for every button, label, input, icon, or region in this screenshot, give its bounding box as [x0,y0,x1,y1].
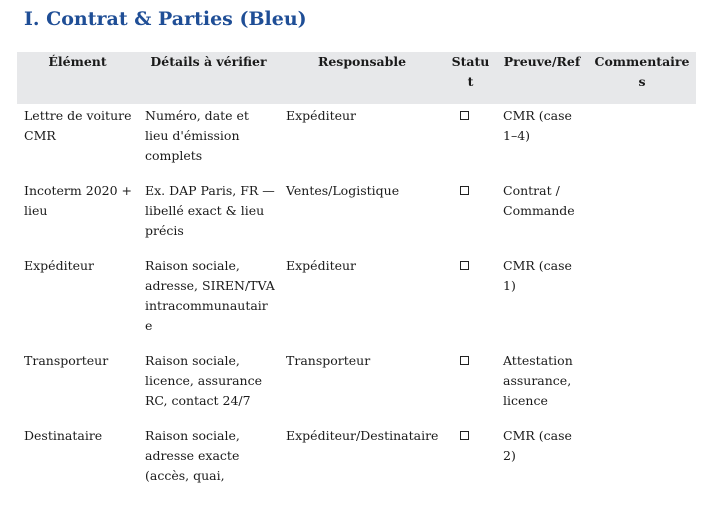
column-header-element: Élément [48,54,107,69]
cell-responsable: Expéditeur/Destinataire [286,428,439,443]
cell-statut [445,179,496,254]
cell-responsable: Transporteur [286,353,371,368]
checklist-table [17,52,696,499]
cell-details: Raison sociale, adresse exacte (accès, quai, [145,428,240,483]
cell-responsable: Expéditeur [286,108,357,123]
column-header-preuve: Preuve/Ref [503,54,581,69]
cell-commentaire[interactable] [588,254,696,349]
table-row [17,179,696,254]
section-title: I. Contrat & Parties (Bleu) [24,8,307,30]
table-header-row [17,52,696,104]
cell-preuve: Attestation assurance, licence [503,353,573,408]
cell-statut [445,104,496,179]
column-header-commentaires: Commentaires [594,54,690,89]
cell-element: Lettre de voiture CMR [24,108,132,143]
cell-details: Ex. DAP Paris, FR — libellé exact & lieu précis [145,183,275,238]
cell-element: Incoterm 2020 + lieu [24,183,132,218]
status-checkbox[interactable] [460,111,469,120]
cell-statut [445,254,496,349]
cell-preuve: CMR (case 2) [503,428,572,463]
table-row [17,424,696,499]
cell-statut [445,424,496,499]
cell-element: Expéditeur [24,258,95,273]
status-checkbox[interactable] [460,186,469,195]
table-row [17,254,696,349]
cell-commentaire[interactable] [588,179,696,254]
column-header-details: Détails à vérifier [150,54,267,69]
cell-details: Numéro, date et lieu d'émission complets [145,108,249,163]
cell-preuve: CMR (case 1) [503,258,572,293]
cell-statut [445,349,496,424]
cell-preuve: Contrat / Commande [503,183,575,218]
cell-preuve: CMR (case 1–4) [503,108,572,143]
column-header-statut: Statut [451,54,490,89]
cell-element: Destinataire [24,428,103,443]
cell-element: Transporteur [24,353,109,368]
column-header-responsable: Responsable [317,54,407,69]
status-checkbox[interactable] [460,261,469,270]
cell-commentaire[interactable] [588,424,696,499]
cell-commentaire[interactable] [588,104,696,179]
status-checkbox[interactable] [460,356,469,365]
cell-details: Raison sociale, licence, assurance RC, contact 24/7 [145,353,262,408]
cell-responsable: Expéditeur [286,258,357,273]
status-checkbox[interactable] [460,431,469,440]
cell-responsable: Ventes/Logistique [286,183,400,198]
cell-details: Raison sociale, adresse, SIREN/TVA intracommunautaire [145,258,275,333]
cell-commentaire[interactable] [588,349,696,424]
table-row [17,349,696,424]
table-row [17,104,696,179]
